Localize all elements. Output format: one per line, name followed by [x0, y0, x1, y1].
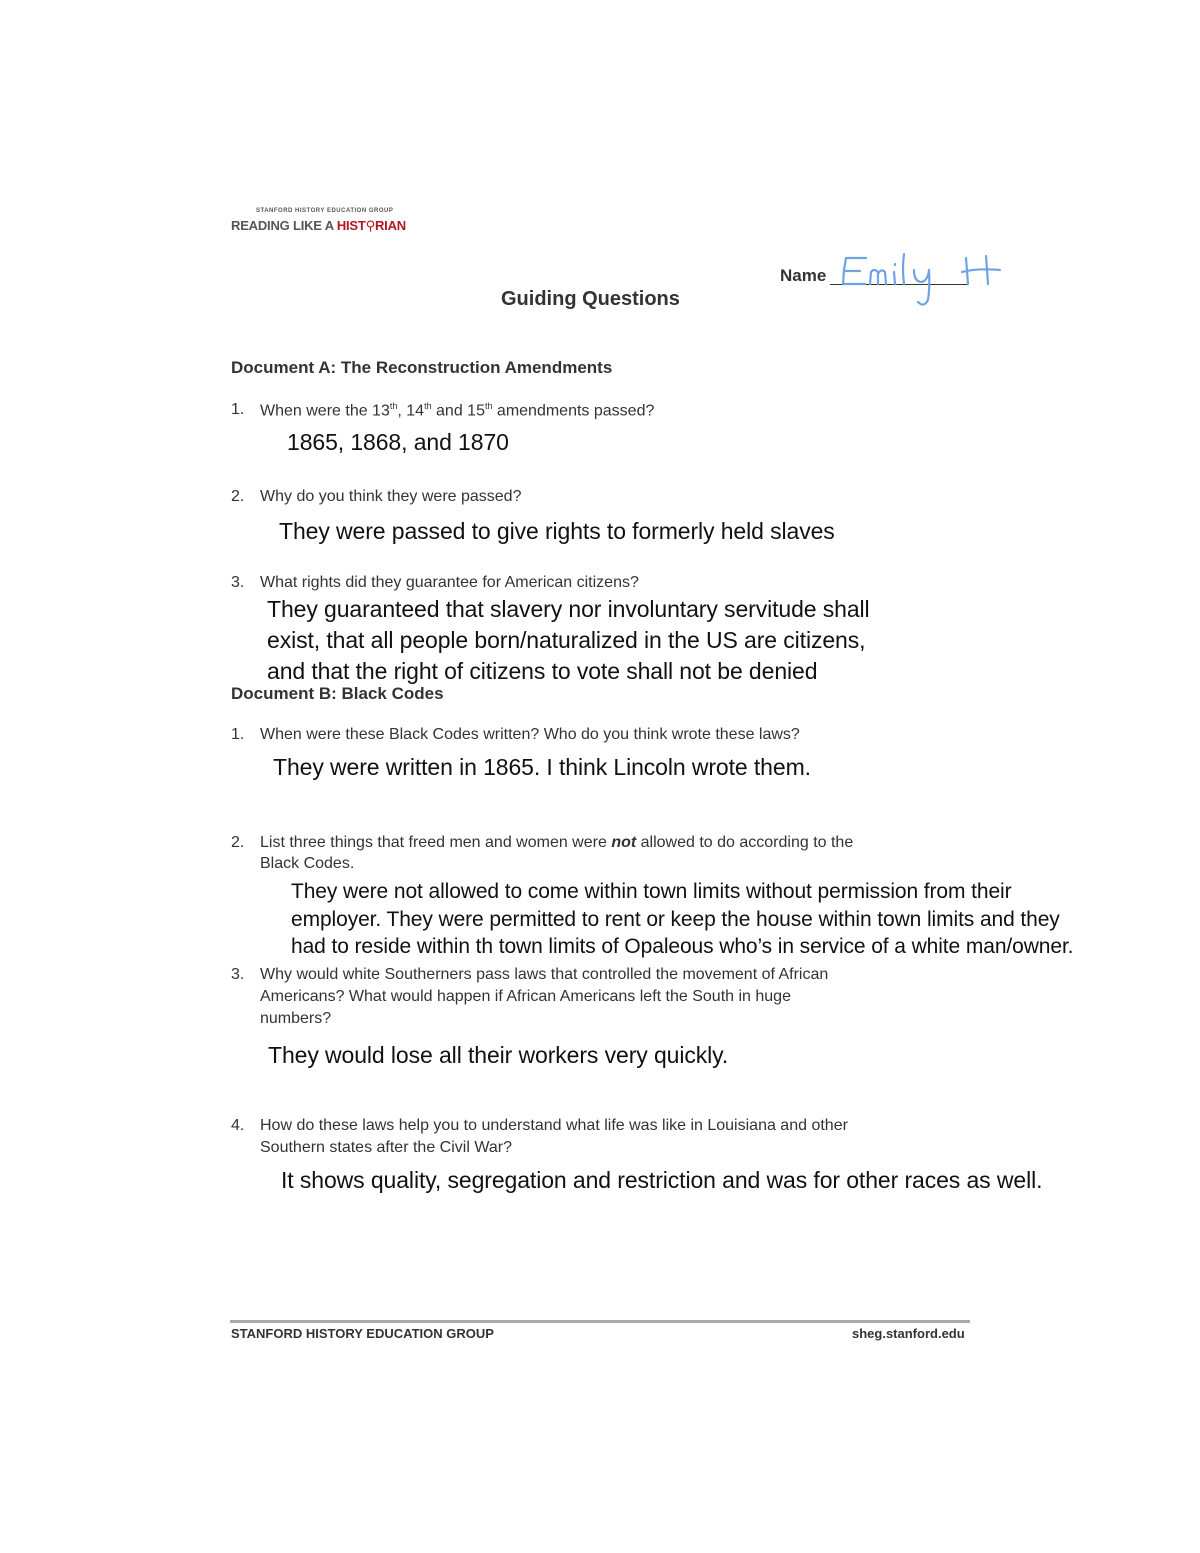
question-number: 1.	[231, 726, 245, 743]
logo-text-2: HIST	[336, 218, 366, 233]
doc-a-heading: Document A: The Reconstruction Amendments	[231, 358, 613, 377]
doc-b-question-4	[231, 1117, 991, 1161]
doc-b-answer-2-line-3: had to reside within th town limits of Opaleous who’s in service of a white man/owner.	[291, 935, 1074, 958]
doc-b-question-2	[231, 834, 991, 878]
question-text: Why do you think they were passed?	[260, 488, 522, 505]
handwritten-name-signature	[838, 248, 1038, 312]
page-title: Guiding Questions	[501, 288, 680, 310]
question-text: List three things that freed men and women were not allowed to do according to the	[260, 834, 854, 851]
question-text: When were the 13th, 14th and 15th amendments passed?	[260, 401, 655, 420]
question-text-line-1: Why would white Southerners pass laws that controlled the movement of African	[260, 966, 829, 983]
question-text-line-2: Americans? What would happen if African Americans left the South in huge	[260, 988, 791, 1005]
question-number: 2.	[231, 488, 245, 505]
question-number: 3.	[231, 966, 245, 983]
question-number: 3.	[231, 574, 245, 591]
question-text-line-2: Southern states after the Civil War?	[260, 1139, 512, 1156]
question-number: 2.	[231, 834, 245, 851]
question-text: What rights did they guarantee for American citizens?	[260, 574, 639, 591]
logo-bulb-icon: ⚲	[365, 218, 375, 233]
doc-b-question-3	[231, 966, 991, 1032]
doc-a-answer-2: They were passed to give rights to formerly held slaves	[279, 518, 835, 544]
doc-a-question-1	[231, 401, 931, 421]
doc-b-answer-3: They would lose all their workers very quickly.	[268, 1042, 729, 1068]
doc-a-question-2	[231, 488, 931, 508]
doc-b-answer-1: They were written in 1865. I think Lincoln wrote them.	[273, 754, 811, 780]
doc-b-answer-2-line-1: They were not allowed to come within town limits without permission from their	[291, 880, 1012, 903]
footer-organization: STANFORD HISTORY EDUCATION GROUP	[231, 1326, 494, 1341]
doc-a-answer-3-line-2: exist, that all people born/naturalized in the US are citizens,	[267, 627, 866, 653]
doc-b-question-1	[231, 726, 951, 746]
logo	[231, 218, 406, 234]
footer-website-link[interactable]: sheg.stanford.edu	[852, 1326, 965, 1341]
footer-divider	[230, 1320, 970, 1323]
name-label: Name	[780, 266, 827, 285]
doc-a-question-3	[231, 574, 931, 594]
doc-b-heading: Document B: Black Codes	[231, 684, 444, 703]
logo-text-1: READING LIKE A	[231, 218, 337, 233]
doc-b-answer-2-line-2: employer. They were permitted to rent or keep the house within town limits and they	[291, 908, 1060, 931]
question-text: When were these Black Codes written? Who do you think wrote these laws?	[260, 726, 800, 743]
question-text-line-2: Black Codes.	[260, 855, 355, 872]
question-number: 1.	[231, 401, 245, 418]
logo-text-3: RIAN	[374, 218, 406, 233]
doc-a-answer-3-line-1: They guaranteed that slavery nor involuntary servitude shall	[267, 596, 870, 622]
logo-subtitle: STANFORD HISTORY EDUCATION GROUP	[256, 208, 394, 214]
doc-b-answer-4: It shows quality, segregation and restriction and was for other races as well.	[281, 1167, 1043, 1193]
question-number: 4.	[231, 1117, 245, 1134]
doc-a-answer-3-line-3: and that the right of citizens to vote shall not be denied	[267, 658, 818, 684]
doc-a-answer-1: 1865, 1868, and 1870	[287, 429, 509, 455]
question-text-line-1: How do these laws help you to understand what life was like in Louisiana and other	[260, 1117, 848, 1134]
question-text-line-3: numbers?	[260, 1010, 332, 1027]
